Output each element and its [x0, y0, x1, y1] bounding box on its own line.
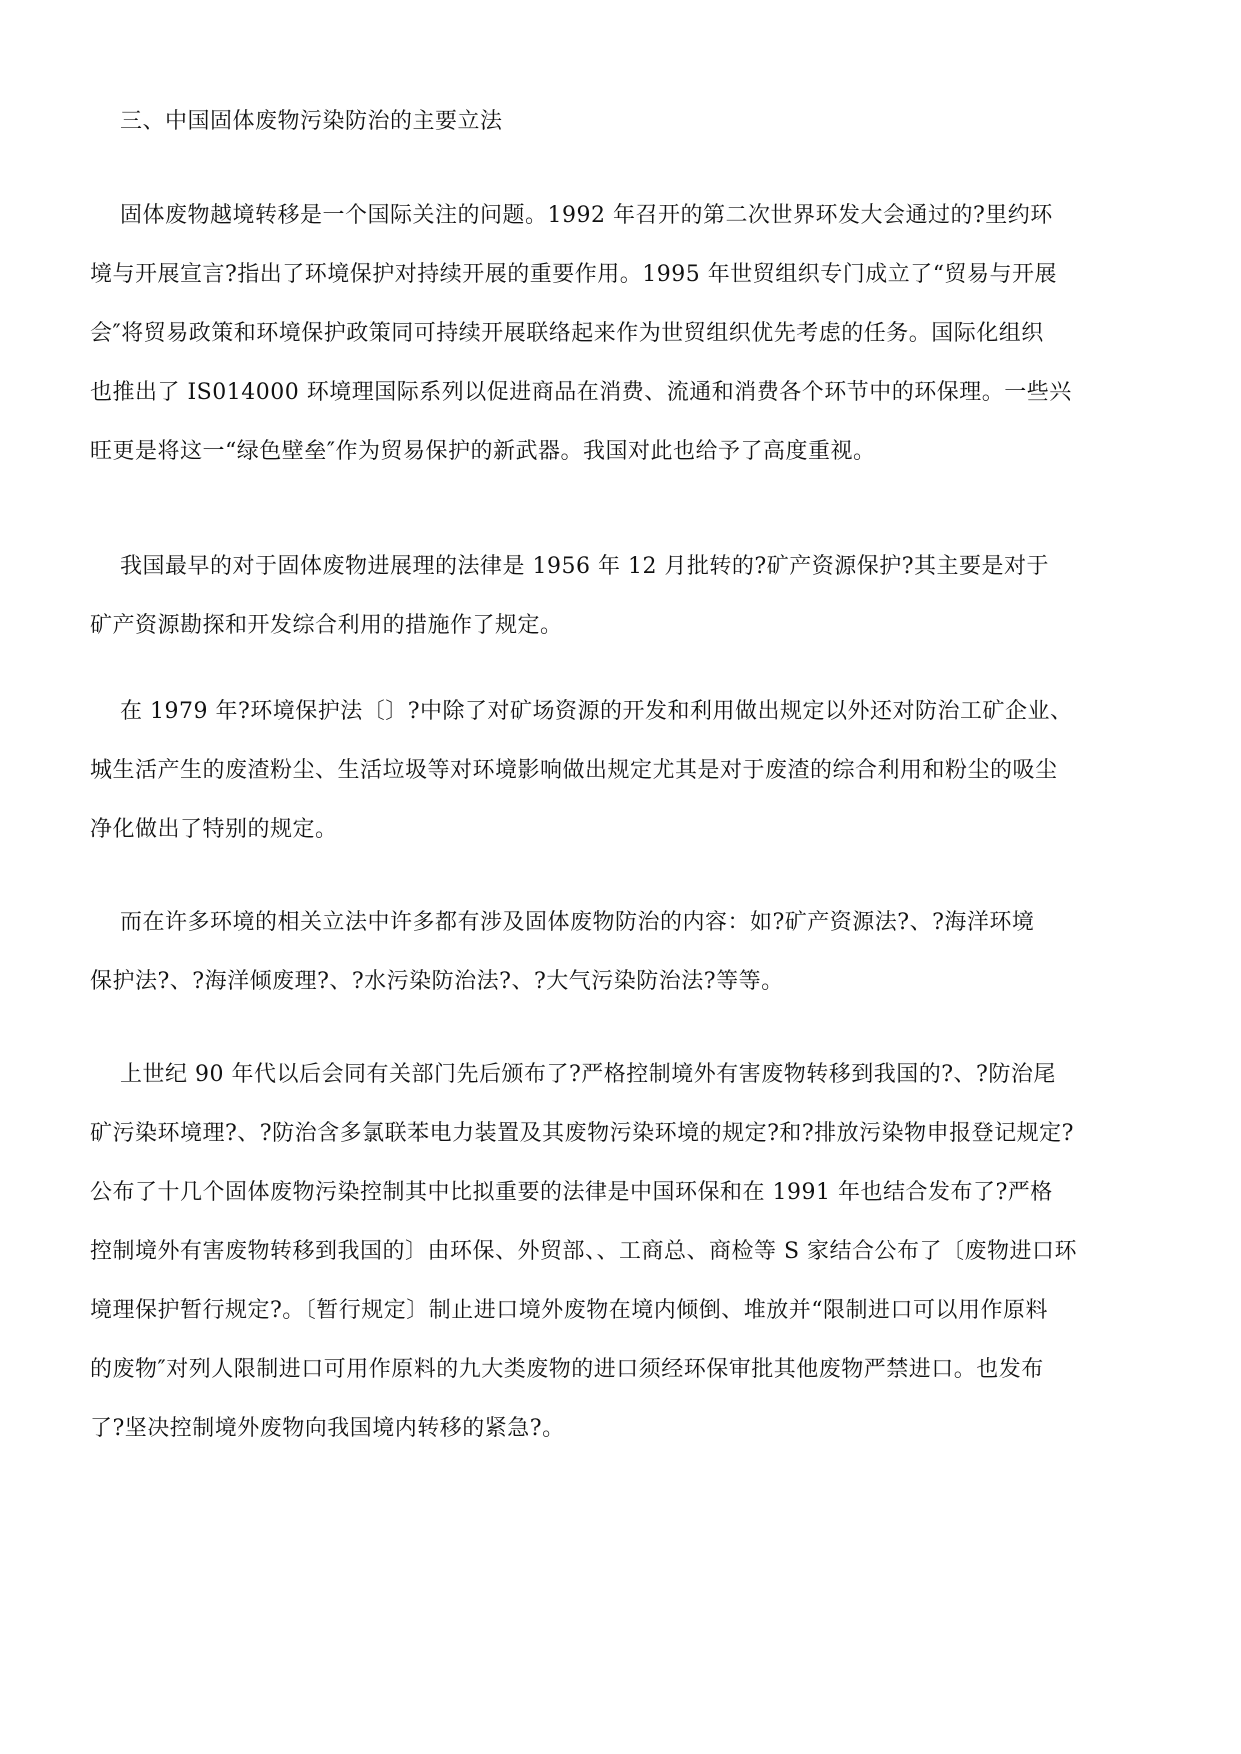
paragraph-related-legislation: 而在许多环境的相关立法中许多都有涉及固体废物防治的内容：如?矿产资源法?、?海洋环境 保护法?、?海洋倾废理?、?水污染防治法?、?大气污染防治法?等等。 [90, 910, 1035, 994]
paragraph-1979-law: 在 1979 年?环境保护法〔〕?中除了对矿场资源的开发和利用做出规定以外还对防治工矿企业、 城生活产生的废渣粉尘、生活垃圾等对环境影响做出规定尤其是对于废渣的综合利用和粉尘的吸尘 净化做出了特别的规定。 [90, 699, 1073, 842]
paragraph-transboundary-waste: 固体废物越境转移是一个国际关注的问题。1992 年召开的第二次世界环发大会通过的?里约环 境与开展宣言?指出了环境保护对持续开展的重要作用。1995 年世贸组织专门成立了“贸易与开展 会″将贸易政策和环境保护政策同可持续开展联络起来作为世贸组织优先考虑的任务。国际化组织 也推出了 IS014000 环境理国际系列以促进商品在消费、流通和消费各个环节中的环保理。一些兴 旺更是将这一“绿色壁垒″作为贸易保护的新武器。我国对此也给予了高度重视。 [90, 203, 1072, 464]
paragraph-1990s-regulations: 上世纪 90 年代以后会同有关部门先后颁布了?严格控制境外有害废物转移到我国的?、?防治尾 矿污染环境理?、?防治含多氯联苯电力装置及其废物污染环境的规定?和?排放污染物申报登记规定? 公布了十几个固体废物污染控制其中比拟重要的法律是中国环保和在 1991 年也结合发布了?严格 控制境外有害废物转移到我国的〕由环保、外贸部、、工商总、商检等 S 家结合公布了〔废物进口环 境理保护暂行规定?。〔暂行规定〕制止进口境外废物在境内倾倒、堆放并“限制进口可以用作原料 的废物″对列人限制进口可用作原料的九大类废物的进口须经环保审批其他废物严禁进口。也发布 了?坚决控制境外废物向我国境内转移的紧急?。 [90, 1062, 1078, 1441]
paragraph-earliest-law: 我国最早的对于固体废物进展理的法律是 1956 年 12 月批转的?矿产资源保护?其主要是对于 矿产资源勘探和开发综合利用的措施作了规定。 [90, 554, 1050, 638]
section-heading: 三、中国固体废物污染防治的主要立法 [90, 109, 503, 134]
